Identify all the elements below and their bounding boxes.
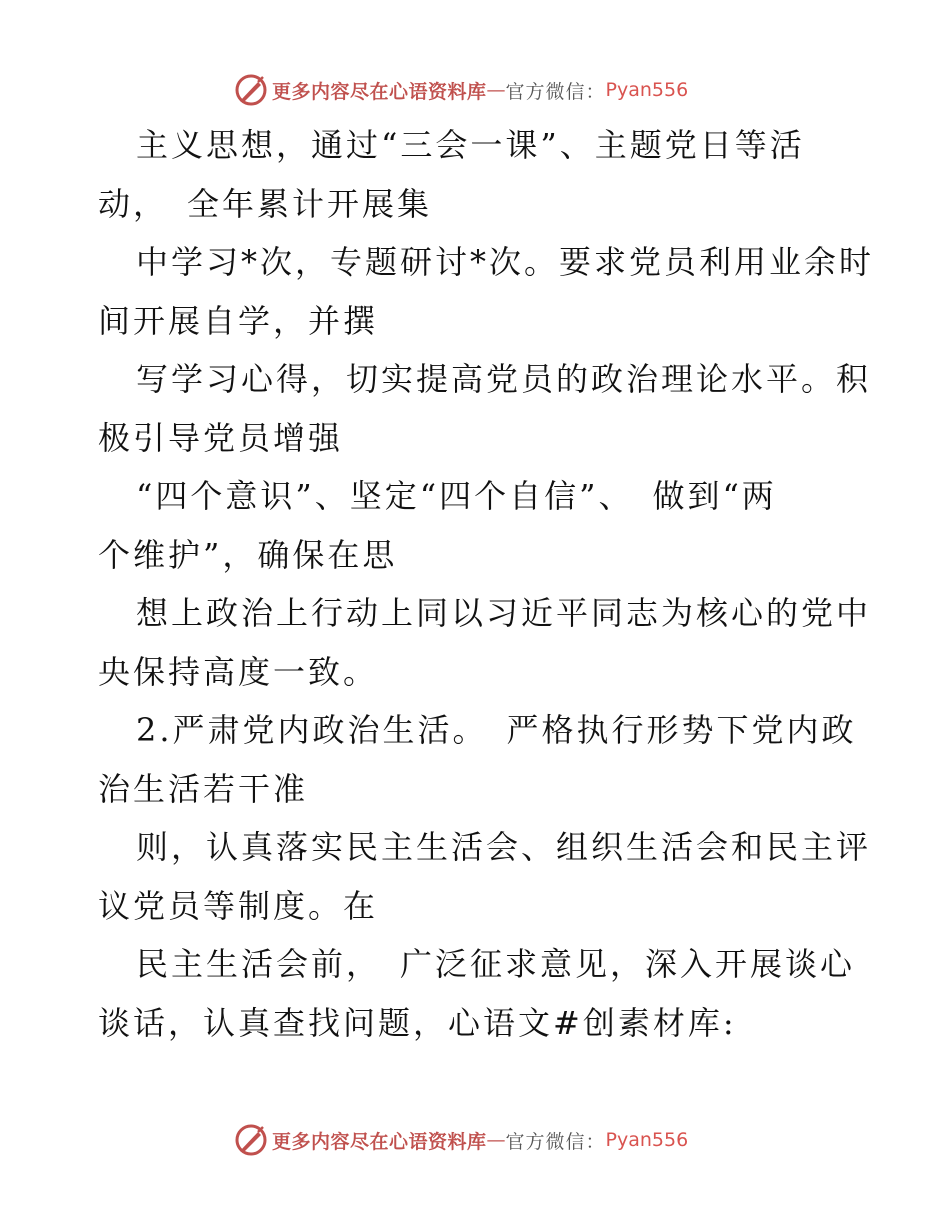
brand-logo-icon: [234, 1123, 268, 1157]
header-watermark: [234, 72, 688, 108]
text-line: 间开展自学，并撰: [98, 301, 379, 340]
banner-label: 官方微信：: [505, 80, 606, 103]
text-line: 主义思想，通过“三会一课”、主题党日等活: [136, 126, 805, 164]
text-line: 则，认真落实民主生活会、组织生活会和民主评: [136, 828, 872, 866]
text-line: 写学习心得，切实提高党员的政治理论水平。积: [136, 360, 872, 398]
text-line: 谈话，认真查找问题，心语文#创素材库:: [98, 1003, 737, 1042]
banner-account: Pyan556: [605, 79, 689, 101]
brand-logo-icon: [234, 73, 268, 107]
text-line: 民主生活会前， 广泛征求意见，深入开展谈心: [136, 945, 856, 983]
text-line: 极引导党员增强: [98, 418, 344, 457]
banner-dash: —: [486, 1129, 506, 1151]
text-line: 议党员等制度。在: [98, 886, 379, 925]
footer-watermark: [234, 1122, 688, 1158]
text-line: 动， 全年累计开展集: [98, 184, 433, 223]
text-line: 2.严肃党内政治生活。 严格执行形势下党内政: [136, 711, 857, 749]
banner-label: 官方微信：: [505, 1130, 606, 1153]
text-line: 个维护”，确保在思: [98, 535, 398, 574]
banner-main-text: 更多内容尽在心语资料库: [272, 1130, 487, 1153]
text-line: 想上政治上行动上同以习近平同志为核心的党中: [136, 594, 872, 632]
text-line: 治生活若干准: [98, 769, 309, 808]
text-line: “四个意识”、坚定“四个自信”、 做到“两: [136, 477, 777, 515]
banner-account: Pyan556: [605, 1129, 689, 1151]
body-text: [98, 116, 875, 1052]
banner-main-text: 更多内容尽在心语资料库: [272, 80, 487, 103]
text-line: 中学习*次，专题研讨*次。要求党员利用业余时: [136, 243, 875, 281]
text-line: 央保持高度一致。: [98, 652, 379, 691]
banner-dash: —: [486, 79, 506, 101]
